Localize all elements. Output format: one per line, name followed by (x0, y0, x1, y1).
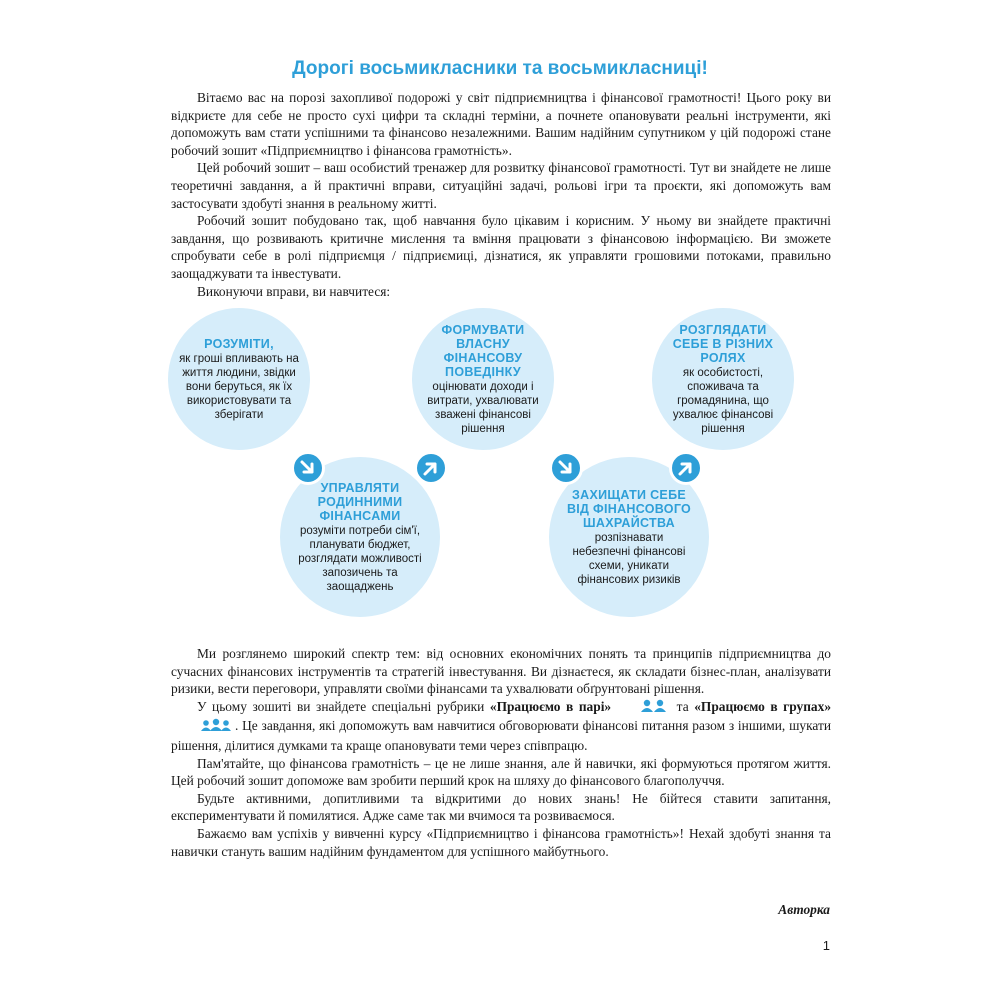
group-people-icon (173, 718, 233, 737)
rubric-pairs-label: «Працюємо в парі» (489, 698, 612, 714)
skill-text: як особистості, споживача та громадянина, що ухвалює фінансові рішення (672, 366, 774, 435)
outro-paragraph-4: Будьте активними, допитливими та відкритими до нових знань! Не бійтеся ставити запитання, експериментувати й помилятися. Адже саме так ми вчимося та розвиваємося. (171, 790, 831, 824)
signature: Авторка (778, 902, 830, 917)
skill-heading: РОЗГЛЯДАТИ СЕБЕ В РІЗНИХ РОЛЯХ (672, 322, 774, 365)
skill-heading: ФОРМУВАТИ ВЛАСНУ ФІНАНСОВУ ПОВЕДІНКУ (441, 322, 525, 379)
page-title: Дорогі восьмикласники та восьмикласниці! (292, 58, 708, 79)
skill-heading: ЗАХИЩАТИ СЕБЕ ВІД ФІНАНСОВОГО ШАХРАЙСТВА (566, 487, 692, 530)
skill-text: розуміти потреби сім'ї, планувати бюджет, розглядати можливості запозичень та заощаджень (298, 524, 422, 593)
outro-text-span: У цьому зошиті ви знайдете спеціальні рубрики (197, 698, 490, 714)
outro-paragraph-5: Бажаємо вам успіхів у вивченні курсу «Підприємництво і фінансова грамотність»! Нехай здобуті знання та навички стануть вашим надійним фундаментом для успішного майбутнього. (171, 825, 831, 859)
skill-heading: УПРАВЛЯТИ РОДИННИМИ ФІНАНСАМИ (317, 480, 403, 523)
arrow-up-right-icon (669, 451, 703, 485)
intro-paragraph-4: Виконуючи вправи, ви навчитеся: (197, 283, 391, 299)
intro-paragraph-3: Робочий зошит побудовано так, щоб навчання було цікавим і корисним. У ньому ви знайдете практичні завдання, що розвивають критичне мислення та вміння працювати з фінансовою інформацією. Ви зможете спробувати себе в ролі підприємця / підприємиці, дізнатися, як управляти грошовими потоками, правильно заощаджувати та інвестувати. (171, 213, 831, 281)
skill-circle-roles (647, 303, 799, 455)
skill-circle-behavior (407, 303, 559, 455)
skill-text: як гроші впливають на життя людини, звідки вони беруться, як їх використовувати та зберігати (179, 352, 299, 421)
outro-paragraph-3: Пам'ятайте, що фінансова грамотність – це не лише знання, але й навички, які формуються протягом життя. Цей робочий зошит допоможе вам зробити перший крок на шляху до фінансового благополуччя. (171, 755, 831, 789)
intro-paragraph-2: Цей робочий зошит – ваш особистий тренажер для розвитку фінансової грамотності. Тут ви знайдете не лише теоретичні завдання, а й практичні вправи, ситуаційні задачі, рольові ігри та проєкти, які допоможуть вам застосувати здобуті знання в реальному житті. (171, 160, 831, 211)
rubric-groups-label: «Працюємо в групах» (694, 698, 832, 714)
skill-text: оцінювати доходи і витрати, ухвалювати зважені фінансові рішення (427, 380, 539, 435)
arrow-up-right-icon (414, 451, 448, 485)
arrow-down-right-icon (291, 451, 325, 485)
intro-paragraph-1: Вітаємо вас на порозі захопливої подорожі у світ підприємництва і фінансової грамотності! Цього року ви відкриєте для себе не просто сухі цифри та складні терміни, а почнете опановувати реальні інструменти, які допоможуть вам стати успішними та фінансово незалежними. Вашим надійним супутником у цій подорожі стане робочий зошит «Підприємництво і фінансова грамотність». (171, 90, 831, 158)
outro-paragraph-1: Ми розглянемо широкий спектр тем: від основних економічних понять та принципів підприємництва до сучасних фінансових інструментів та стратегій інвестування. Ви дізнаєтеся, як складати бізнес-план, аналізувати ризики, вести переговори, управляти своїми фінансами та ухвалювати обґрунтовані рішення. (171, 646, 831, 697)
page-number: 1 (822, 938, 830, 953)
skill-text: розпізнавати небезпечні фінансові схеми, уникати фінансових ризиків (572, 531, 686, 586)
outro-text-span: . Це завдання, які допоможуть вам навчитися обговорювати фінансові питання разом з іншими, шукати рішення, ділитися думками та краще опановувати теми через співпрацю. (171, 718, 831, 753)
outro-paragraph-2 (171, 698, 831, 755)
skill-circle-understand (163, 303, 315, 455)
pair-people-icon (613, 699, 669, 718)
arrow-down-right-icon (549, 451, 583, 485)
skill-heading: РОЗУМІТИ, (204, 336, 274, 351)
intro-text (171, 89, 831, 300)
outro-text (171, 645, 831, 860)
skills-diagram (160, 300, 840, 640)
outro-text-span: та (671, 698, 695, 714)
